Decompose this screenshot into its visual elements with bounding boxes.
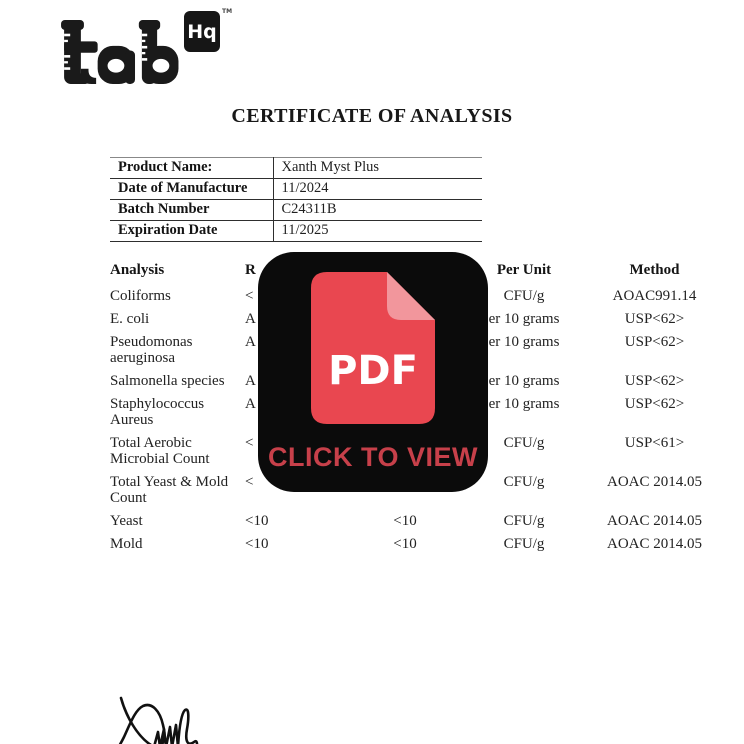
info-label: Product Name: bbox=[110, 158, 273, 179]
analysis-cell: er 10 grams bbox=[488, 373, 560, 389]
info-row bbox=[110, 221, 482, 242]
analysis-cell: USP<62> bbox=[624, 334, 685, 350]
trademark-symbol: TM bbox=[222, 8, 233, 15]
click-to-view-label: CLICK TO VIEW bbox=[267, 442, 478, 472]
signature-scribble bbox=[112, 694, 224, 744]
analysis-row bbox=[110, 510, 722, 533]
analysis-cell: AOAC991.14 bbox=[612, 288, 697, 304]
hq-badge: Hq bbox=[184, 11, 220, 52]
analysis-cell: USP<61> bbox=[624, 435, 685, 451]
analysis-cell: Total Aerobic Microbial Count bbox=[110, 435, 210, 467]
pdf-icon-label: PDF bbox=[328, 348, 418, 394]
analysis-cell: CFU/g bbox=[503, 513, 545, 529]
analysis-cell: <10 bbox=[393, 536, 417, 552]
analysis-cell: USP<62> bbox=[624, 373, 685, 389]
info-value: 11/2025 bbox=[273, 221, 482, 242]
analysis-cell: er 10 grams bbox=[488, 334, 560, 350]
info-row bbox=[110, 179, 482, 200]
analysis-cell: CFU/g bbox=[503, 435, 545, 451]
tabhq-logo bbox=[58, 6, 238, 98]
analysis-cell: <10 bbox=[245, 513, 269, 529]
analysis-cell: < bbox=[245, 474, 254, 490]
analysis-header-cell: Analysis bbox=[110, 262, 165, 278]
analysis-cell: Total Yeast & Mold Count bbox=[110, 474, 229, 506]
analysis-cell: A bbox=[245, 373, 256, 389]
analysis-cell: <10 bbox=[245, 536, 269, 552]
analysis-cell: Pseudomonas aeruginosa bbox=[110, 334, 193, 366]
analysis-cell: CFU/g bbox=[503, 536, 545, 552]
analysis-row bbox=[110, 533, 722, 556]
analysis-cell: CFU/g bbox=[503, 288, 545, 304]
analysis-cell: <10 bbox=[393, 513, 417, 529]
analysis-cell: er 10 grams bbox=[488, 311, 560, 327]
analysis-header-cell: Per Unit bbox=[496, 262, 552, 278]
analysis-cell: < bbox=[245, 435, 254, 451]
analysis-header-cell: Method bbox=[629, 262, 680, 278]
pdf-file-icon bbox=[311, 272, 435, 424]
analysis-cell: AOAC 2014.05 bbox=[606, 474, 702, 490]
info-value: 11/2024 bbox=[273, 179, 482, 200]
info-label: Batch Number bbox=[110, 200, 273, 221]
analysis-cell: Salmonella species bbox=[110, 373, 225, 389]
analysis-cell: A bbox=[245, 334, 256, 350]
analysis-cell: USP<62> bbox=[624, 396, 685, 412]
info-row bbox=[110, 158, 482, 179]
page-title: CERTIFICATE OF ANALYSIS bbox=[231, 105, 513, 127]
analysis-cell: CFU/g bbox=[503, 474, 545, 490]
pdf-click-to-view-overlay[interactable] bbox=[258, 252, 488, 492]
analysis-cell: A bbox=[245, 311, 256, 327]
analysis-cell: Staphylococcus Aureus bbox=[110, 396, 205, 428]
analysis-cell: < bbox=[245, 288, 254, 304]
analysis-header-cell: R bbox=[245, 262, 256, 278]
analysis-cell: USP<62> bbox=[624, 311, 685, 327]
info-value: Xanth Myst Plus bbox=[273, 158, 482, 179]
info-value: C24311B bbox=[273, 200, 482, 221]
analysis-cell: AOAC 2014.05 bbox=[606, 536, 702, 552]
analysis-cell: E. coli bbox=[110, 311, 150, 327]
analysis-cell: Yeast bbox=[110, 513, 143, 529]
info-row bbox=[110, 200, 482, 221]
info-label: Expiration Date bbox=[110, 221, 273, 242]
tab-logotype-icon bbox=[58, 18, 180, 86]
analysis-cell: Mold bbox=[110, 536, 143, 552]
info-label: Date of Manufacture bbox=[110, 179, 273, 200]
analysis-cell: AOAC 2014.05 bbox=[606, 513, 702, 529]
product-info-table bbox=[110, 157, 482, 242]
analysis-cell: Coliforms bbox=[110, 288, 171, 304]
analysis-cell: er 10 grams bbox=[488, 396, 560, 412]
analysis-cell: A bbox=[245, 396, 256, 412]
